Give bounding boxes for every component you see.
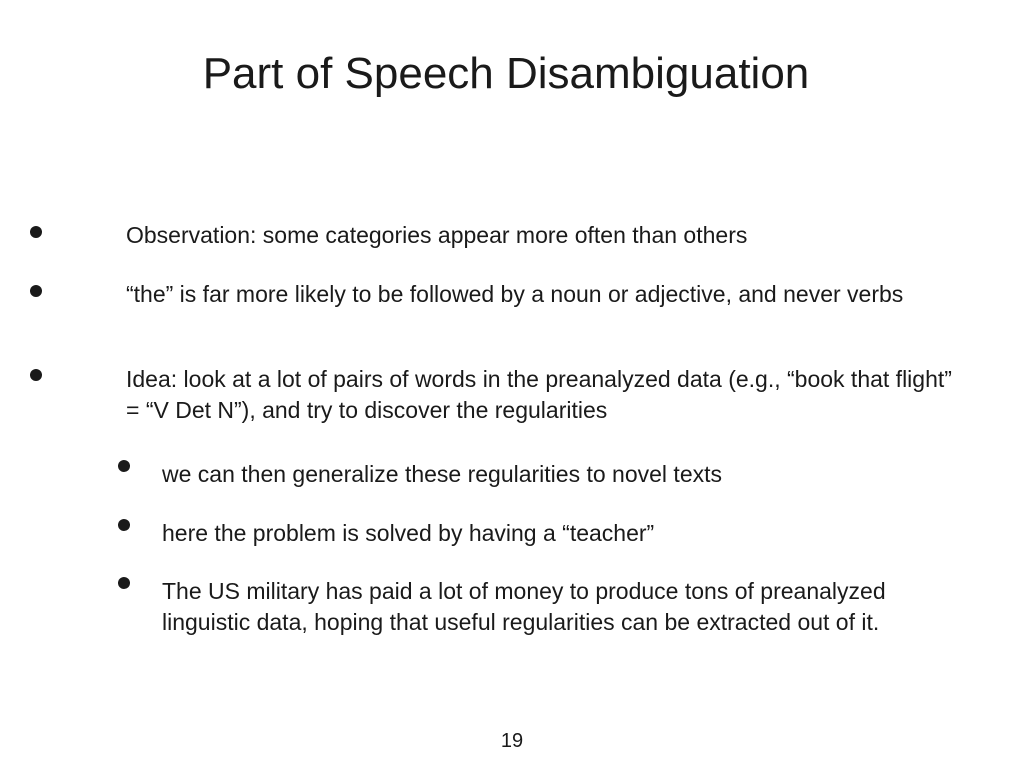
bullet-dot-icon [30,285,42,297]
page-number: 19 [500,730,524,752]
bullet-text: we can then generalize these regularities to novel texts [162,461,722,487]
bullet-text: “the” is far more likely to be followed by a noun or adjective, and never verbs [126,281,904,307]
bullet-text: The US military has paid a lot of money to produce tons of preanalyzed linguistic data, hoping that useful regularities can be extracted out of it. [162,578,886,635]
bullet-text: Observation: some categories appear more often than others [126,222,748,248]
bullet-text: Idea: look at a lot of pairs of words in the preanalyzed data (e.g., “book that flight” = “V Det N”), and try to discover the regularities [126,366,952,423]
bullet-dot-icon [118,577,130,589]
bullet-dot-icon [30,226,42,238]
bullet-dot-icon [118,460,130,472]
slide-title: Part of Speech Disambiguation [202,49,810,98]
bullet-text: here the problem is solved by having a “teacher” [162,520,655,546]
bullet-dot-icon [118,519,130,531]
bullet-dot-icon [30,369,42,381]
